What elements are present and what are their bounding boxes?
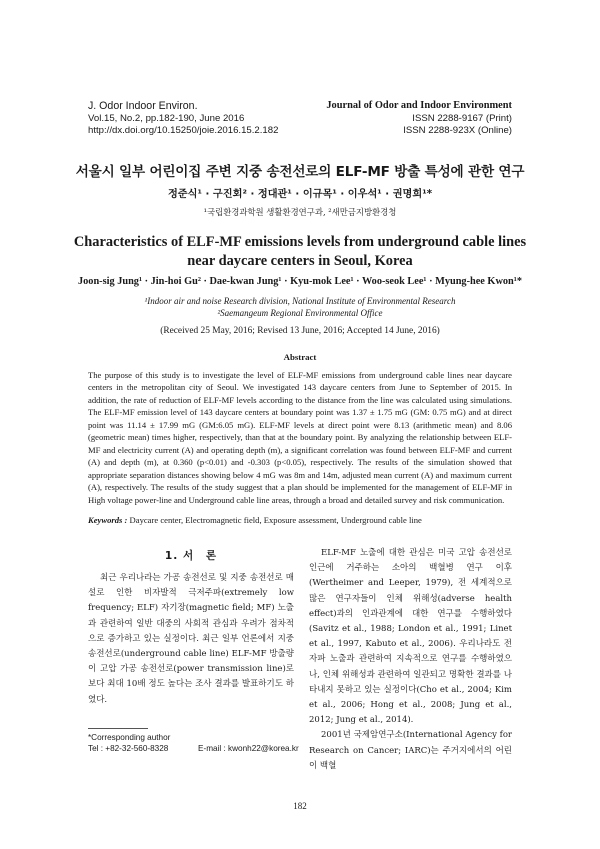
footnote-divider	[88, 728, 148, 729]
page-number: 182	[293, 801, 307, 811]
journal-header-left	[88, 100, 278, 138]
issn-print: ISSN 2288-9167 (Print)	[412, 112, 512, 124]
intro-paragraph-1: 최근 우리나라는 가공 송전선로 및 지중 송전선로 매설로 인한 비자발적 극저주파(extremely low frequency; ELF) 자기장(magnetic field; MF) 노출과 관련하여 일반 대중의 사회적 관심과 우려가 점차적으로 증가하고 있는 실정이다. 최근 일부 언론에서 지중 송전선로(underground cable line) ELF-MF 방출량이 고압 가공 송전선로(power transmission line)로 보다 최대 10배 정도 높다는 조사 결과를 발표하기도 하였다.	[88, 573, 294, 705]
intro-paragraph-3: 2001년 국제암연구소(International Agency for Research on Cancer; IARC)는 주거지에서의 어린이 백혈	[309, 730, 512, 771]
corresponding-tel: Tel : +82-32-560-8328	[88, 743, 169, 753]
korean-title: 서울시 일부 어린이집 주변 지중 송전선로의 ELF-MF 방출 특성에 관한 연구	[75, 164, 525, 180]
corresponding-author-label: *Corresponding author	[88, 733, 171, 742]
keywords-text: Daycare center, Electromagnetic field, Exposure assessment, Underground cable line	[129, 515, 422, 525]
volume-info: Vol.15, No.2, pp.182-190, June 2016	[88, 112, 245, 124]
korean-authors: 정준식¹ · 구진회² · 정대관¹ · 이규목¹ · 이우석¹ · 권명희¹*	[167, 189, 433, 200]
corresponding-email[interactable]: E-mail : kwonh22@korea.kr	[198, 743, 299, 753]
body-column-left	[88, 571, 294, 708]
body-column-right	[309, 546, 512, 774]
journal-name: Journal of Odor and Indoor Environment	[326, 100, 512, 111]
abstract-text: The purpose of this study is to investigate the level of ELF-MF emissions from underground cable lines near daycare centers in the metropolitan city of Seoul. We investigated 143 daycare centers from June to September of 2015. In addition, the rate of reduction of ELF-MF levels according to the distance from the line was calculated using simulations. The ELF-MF emission level of 143 daycare centers at boundary point was 1.37 ± 1.75 mG (GM: 0.75 mG) and at direct point was 11.14 ± 17.99 mG (GM:6.05 mG). ELF-MF levels at direct point were 8.13 (arithmetic mean) and 8.06 (geometric mean) times higher, respectively, than that at the boundary point. By analyzing the relationship between ELF-MF and electricity current (A) and operating depth (m), a significant correlation was found between ELF-MF and current (A) and depth (m), at 0.360 (p<0.01) and -0.303 (p<0.05), respectively. The results of the simulation showed that appropriate separation distances showing below 4 mG was 8m and 14m, adjusted mean current (A) and maximum current (A), respectively. The results of the study suggest that a plan should be implemented for the management of ELF-MF in High voltage power-line and Underground cable line areas, through a broad and detailed survey and risk communication.	[88, 370, 512, 505]
doi-link[interactable]: http://dx.doi.org/10.15250/joie.2016.15.2.182	[88, 125, 279, 137]
english-affiliations	[0, 295, 600, 319]
journal-abbrev: J. Odor Indoor Environ.	[88, 100, 198, 112]
footnote	[88, 733, 318, 754]
english-title: Characteristics of ELF-MF emissions levels from underground cable lines near daycare centers in Seoul, Korea	[73, 234, 527, 269]
english-authors: Joon-sig Jung¹ · Jin-hoi Gu² · Dae-kwan Jung¹ · Kyu-mok Lee¹ · Woo-seok Lee¹ · Myung-hee Kwon¹*	[78, 276, 522, 287]
korean-affiliation: ¹국립환경과학원 생활환경연구과, ²새만금지방환경청	[203, 207, 397, 217]
affiliation-1: ¹Indoor air and noise Research division, National Institute of Environmental Research	[144, 296, 456, 306]
issn-online: ISSN 2288-923X (Online)	[403, 125, 512, 137]
abstract-heading: Abstract	[283, 352, 317, 362]
journal-header-right	[326, 100, 512, 138]
keywords-line	[88, 515, 512, 525]
section-heading-introduction: 1. 서 론	[164, 550, 218, 562]
affiliation-2: ²Saemangeum Regional Environmental Office	[217, 308, 383, 318]
received-dates: (Received 25 May, 2016; Revised 13 June, 2016; Accepted 14 June, 2016)	[160, 326, 440, 336]
intro-paragraph-2: ELF-MF 노출에 대한 관심은 미국 고압 송전선로 인근에 거주하는 소아의 백혈병 연구 이후(Wertheimer and Leeper, 1979), 전 세계적으로 많은 연구자들이 인체 위해성(adverse health effect)과의 인과관계에 대한 연구를 수행하였다(Savitz et al., 1988; London et al., 1991; Linet et al., 1997, Kabuto et al., 2006). 우리나라도 전자파 노출과 관련하여 지속적으로 연구를 수행하였으나, 인체 위해성과 관련하여 일관되고 명확한 결과를 나타내지 못하고 있는 실정이다(Cho et al., 2004; Kim et al., 2006; Hong et al., 2008; Jung et al., 2012; Jung et al., 2014).	[309, 548, 512, 726]
keywords-label: Keywords :	[88, 515, 128, 525]
